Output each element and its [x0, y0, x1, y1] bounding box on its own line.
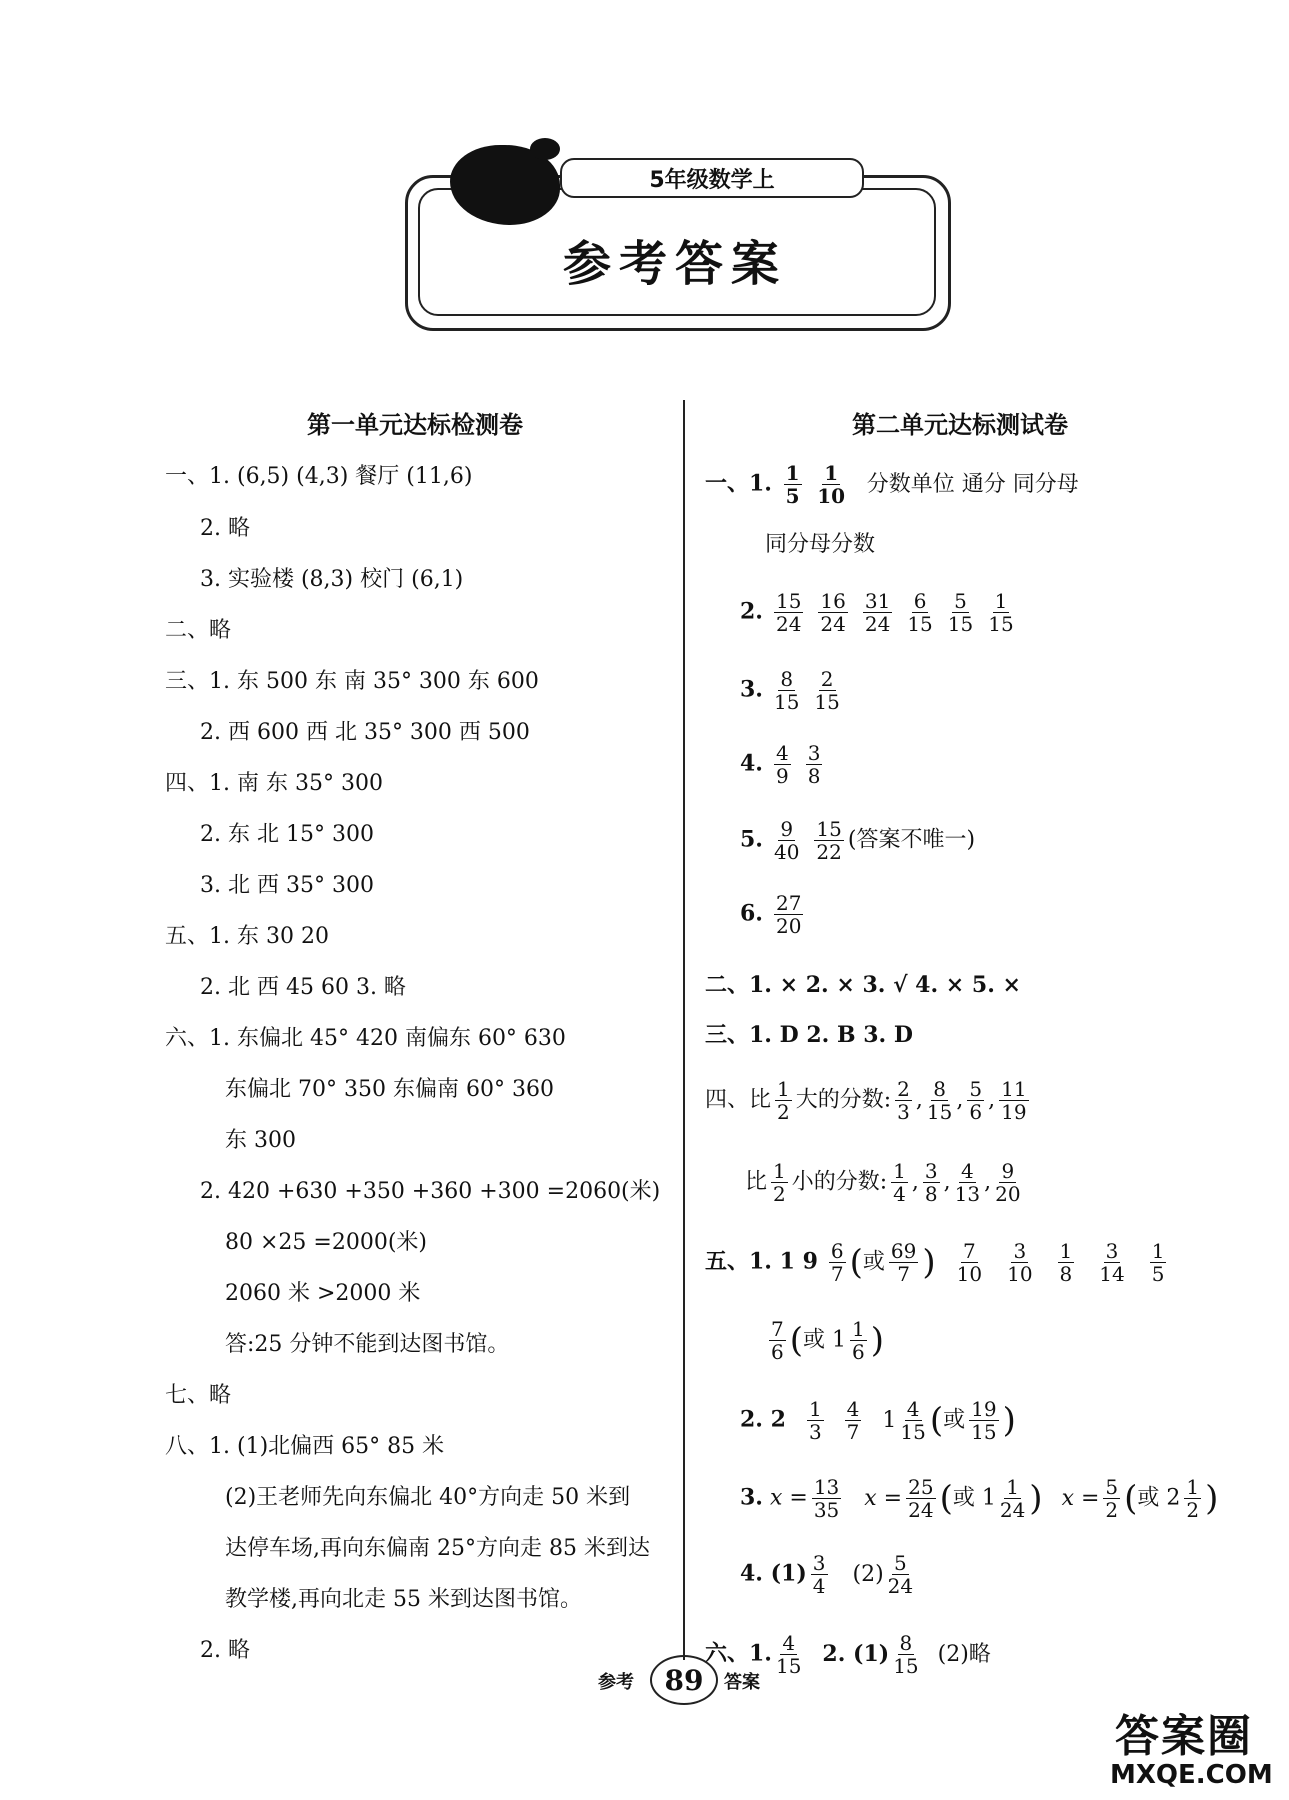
answer-line: 七、略	[165, 1383, 232, 1408]
answer-line: 5. $\frac{9}{40}$ $\frac{15}{22}$ (答案不唯一)	[740, 817, 976, 864]
answer-line: 2. $\frac{15}{24}$ $\frac{16}{24}$ $\frac{31}{24}$ $\frac{6}{15}$ $\frac{5}{15}$ $\frac{1}{15}$	[740, 589, 1014, 636]
footer-right-label: 答案	[724, 1672, 760, 1693]
answer-line: 2. 东 北 15° 300	[200, 822, 374, 847]
watermark-url: MXQE.COM	[1110, 1760, 1273, 1790]
answer-line: 3. 实验楼 (8,3) 校门 (6,1)	[200, 567, 464, 592]
fraction: $\frac{1}{10}$	[817, 461, 846, 508]
answer-line: 答:25 分钟不能到达图书馆。	[225, 1332, 510, 1357]
answer-line: 2. 420 +630 +350 +360 +300 =2060(米)	[200, 1179, 661, 1204]
logo-tip-icon	[530, 138, 560, 160]
answer-line	[705, 462, 1079, 507]
answer-line: 二、1. × 2. × 3. √ 4. × 5. ×	[705, 972, 1021, 998]
fraction: $\frac{1}{5}$	[785, 461, 800, 508]
answer-line: 三、1. 东 500 东 南 35° 300 东 600	[165, 669, 539, 694]
answer-line: $\frac{7}{6}$ (或 1 $\frac{1}{6}$ )	[771, 1317, 885, 1364]
answer-line: 4. (1) $\frac{3}{4}$ (2) $\frac{5}{24}$	[740, 1551, 914, 1598]
answer-line: 东 300	[225, 1128, 296, 1153]
answer-line: 达停车场,再向东偏南 25°方向走 85 米到达	[225, 1536, 650, 1561]
answer-line: 2. 略	[200, 516, 250, 541]
answer-line: (2)王老师先向东偏北 40°方向走 50 米到	[225, 1485, 631, 1510]
answer-line: 比 $\frac{1}{2}$ 小的分数: $\frac{1}{4}$ , $\frac{3}{8}$ , $\frac{4}{13}$ , $\frac{9}{20}$	[745, 1159, 1021, 1206]
answer-line: 2. 2 $\frac{1}{3}$ $\frac{4}{7}$ 1 $\frac{4}{15}$ (或 $\frac{19}{15}$ )	[740, 1397, 1016, 1444]
answer-line: 二、略	[165, 618, 232, 643]
grade-label: 5年级数学上	[560, 158, 864, 198]
answer-line: 五、1. 1 9 $\frac{6}{7}$ (或 $\frac{69}{7}$ ) $\frac{7}{10}$ $\frac{3}{10}$ $\frac{1}{8}$ $\frac{3}{14}$ $\frac{1}{5}$	[705, 1239, 1165, 1286]
answer-text: 分数单位 通分 同分母	[866, 471, 1079, 497]
column-divider	[683, 400, 685, 1660]
answer-line: 2. 略	[200, 1638, 250, 1663]
answer-line: 2. 北 西 45 60 3. 略	[200, 975, 406, 1000]
answer-line: 六、1. 东偏北 45° 420 南偏东 60° 630	[165, 1026, 566, 1051]
answer-line: 4. $\frac{4}{9}$ $\frac{3}{8}$	[740, 741, 821, 788]
answer-line: 3. $\frac{8}{15}$ $\frac{2}{15}$	[740, 667, 840, 714]
left-heading: 第一单元达标检测卷	[307, 411, 523, 439]
answer-line: 2. 西 600 西 北 35° 300 西 500	[200, 720, 530, 745]
page-title: 参考答案	[562, 236, 787, 292]
answer-line: 五、1. 东 30 20	[165, 924, 329, 949]
footer-left-label: 参考	[598, 1672, 634, 1693]
answer-line: 三、1. D 2. B 3. D	[705, 1022, 913, 1048]
watermark-text: 答案圈	[1115, 1711, 1253, 1762]
answer-line: 东偏北 70° 350 东偏南 60° 360	[225, 1077, 554, 1102]
question-number: 一、1.	[705, 470, 772, 497]
answer-line: 6. $\frac{27}{20}$	[740, 891, 802, 938]
answer-line: 四、1. 南 东 35° 300	[165, 771, 383, 796]
answer-line: 80 ×25 =2000(米)	[225, 1230, 427, 1255]
answer-line: 一、1. (6,5) (4,3) 餐厅 (11,6)	[165, 464, 473, 489]
answer-line: 同分母分数	[765, 532, 876, 557]
answer-line: 2060 米 >2000 米	[225, 1281, 421, 1306]
answer-line: 3. 北 西 35° 300	[200, 873, 374, 898]
answer-line: 六、1. $\frac{4}{15}$ 2. (1) $\frac{8}{15}$ (2)略	[705, 1631, 991, 1678]
answer-line: 四、比 $\frac{1}{2}$ 大的分数: $\frac{2}{3}$ , $\frac{8}{15}$ , $\frac{5}{6}$ , $\frac{11}{19}$	[705, 1077, 1027, 1124]
page-number: 89	[650, 1655, 718, 1705]
answer-line: 八、1. (1)北偏西 65° 85 米	[165, 1434, 445, 1459]
right-heading: 第二单元达标测试卷	[852, 411, 1068, 439]
answer-line: 3. x = $\frac{13}{35}$ x = $\frac{25}{24}$ (或 1 $\frac{1}{24}$ ) x = $\frac{5}{2}$ (或 2 $\frac{1}{2}$ )	[740, 1475, 1219, 1522]
answer-line: 教学楼,再向北走 55 米到达图书馆。	[225, 1587, 582, 1612]
